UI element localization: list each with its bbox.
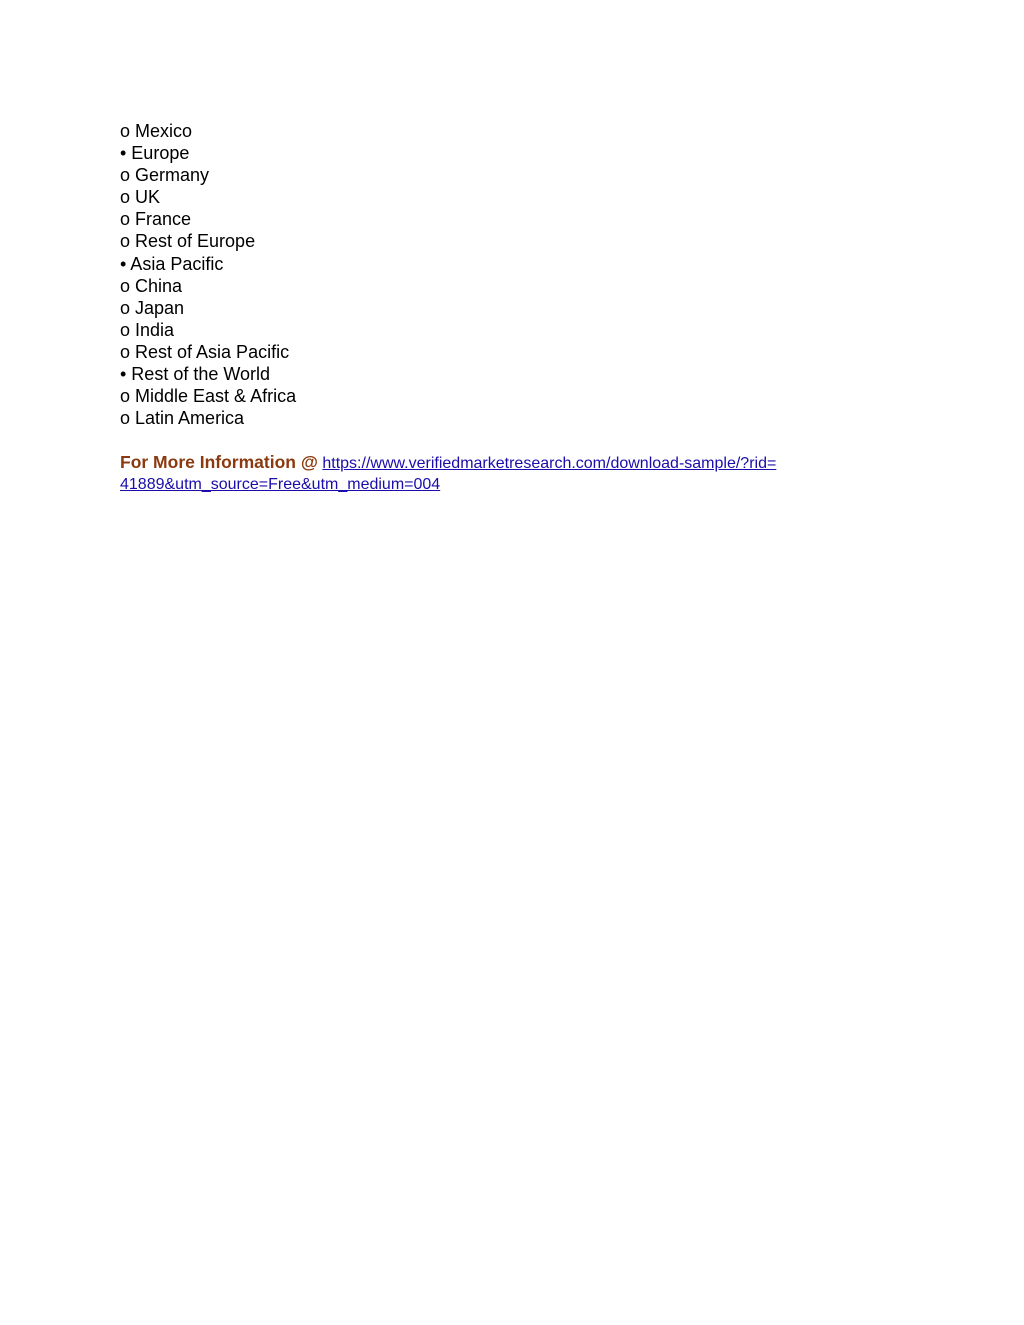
list-item: • Asia Pacific — [120, 253, 224, 274]
list-item: o France — [120, 209, 192, 230]
list-item: • Rest of the World — [120, 364, 271, 385]
download-sample-link[interactable]: https://www.verifiedmarketresearch.com/download-sample/?rid=41889&utm_source=Free&utm_medium=004 — [120, 455, 777, 493]
list-item: o Germany — [120, 165, 210, 186]
list-item: o Rest of Asia Pacific — [120, 341, 290, 362]
list-item: o India — [120, 319, 175, 340]
list-item: o UK — [120, 187, 161, 208]
list-item: o Rest of Europe — [120, 231, 256, 252]
more-information-line — [120, 452, 780, 495]
list-item: o Latin America — [120, 408, 245, 429]
region-list — [120, 120, 296, 429]
more-information-label: For More Information @ — [120, 452, 318, 472]
list-item: o China — [120, 275, 183, 296]
list-item: o Middle East & Africa — [120, 386, 297, 407]
list-item: o Mexico — [120, 121, 193, 141]
list-item: o Japan — [120, 297, 185, 318]
list-item: • Europe — [120, 143, 190, 164]
